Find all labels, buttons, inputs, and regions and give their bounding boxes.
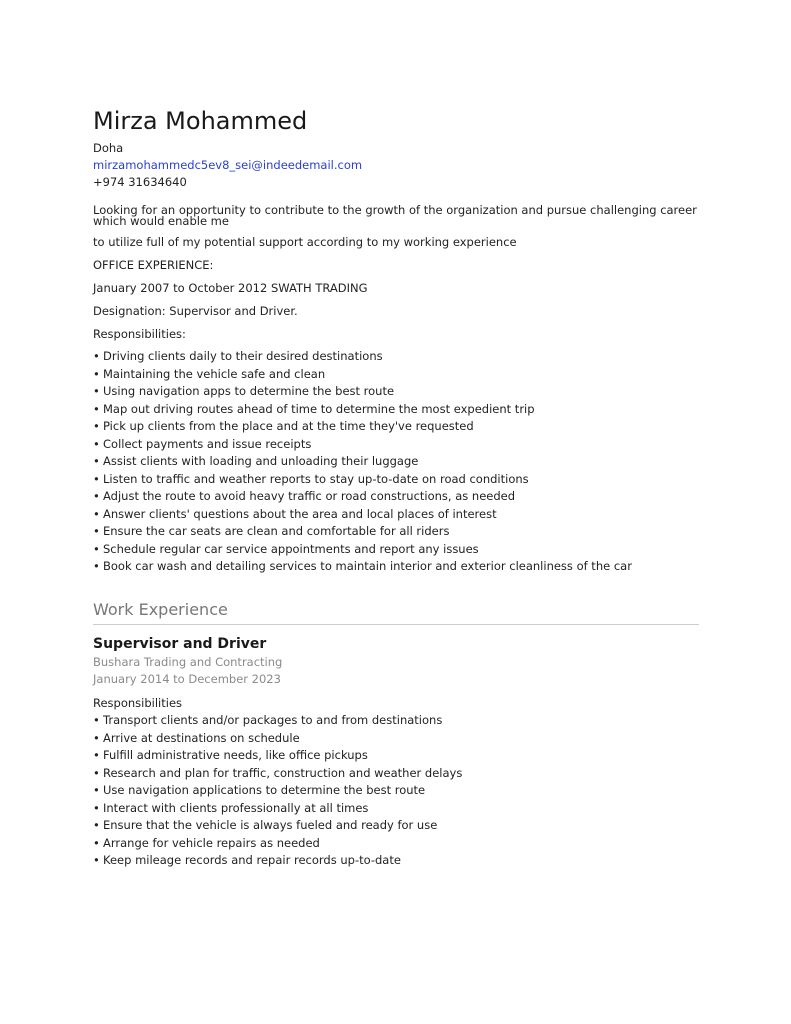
company-name: Bushara Trading and Contracting bbox=[93, 655, 283, 669]
list-item: • Ensure the car seats are clean and comfortable for all riders bbox=[93, 524, 450, 538]
list-item: • Pick up clients from the place and at the time they've requested bbox=[93, 419, 474, 433]
list-item: • Using navigation apps to determine the best route bbox=[93, 384, 395, 398]
email-link[interactable]: mirzamohammedc5ev8_sei@indeedemail.com bbox=[93, 158, 363, 172]
list-item: • Keep mileage records and repair records up-to-date bbox=[93, 853, 401, 867]
office-responsibilities-label: Responsibilities: bbox=[93, 327, 186, 341]
list-item: • Arrive at destinations on schedule bbox=[93, 730, 300, 745]
list-item: • Listen to traffic and weather reports to stay up-to-date on road conditions bbox=[93, 471, 529, 486]
job-title: Supervisor and Driver bbox=[93, 636, 267, 652]
list-item: • Arrange for vehicle repairs as needed bbox=[93, 835, 320, 850]
list-item: • Transport clients and/or packages to and from destinations bbox=[93, 713, 443, 727]
list-item: • Book car wash and detailing services to maintain interior and exterior cleanliness of the car bbox=[93, 559, 632, 573]
office-designation: Designation: Supervisor and Driver. bbox=[93, 304, 298, 318]
list-item: • Research and plan for traffic, construction and weather delays bbox=[93, 765, 463, 780]
list-item: • Collect payments and issue receipts bbox=[93, 436, 312, 451]
office-responsibilities-list bbox=[93, 348, 632, 576]
list-item: • Schedule regular car service appointments and report any issues bbox=[93, 541, 479, 556]
list-item: • Assist clients with loading and unloading their luggage bbox=[93, 454, 419, 468]
office-period: January 2007 to October 2012 SWATH TRADING bbox=[93, 281, 368, 295]
summary-line-2: to utilize full of my potential support according to my working experience bbox=[93, 235, 517, 249]
job-dates: January 2014 to December 2023 bbox=[93, 672, 281, 686]
list-item: • Ensure that the vehicle is always fueled and ready for use bbox=[93, 818, 438, 832]
list-item: • Maintaining the vehicle safe and clean bbox=[93, 366, 326, 381]
list-item: • Use navigation applications to determine the best route bbox=[93, 783, 426, 797]
work-experience-heading: Work Experience bbox=[93, 600, 228, 619]
list-item: • Interact with clients professionally at all times bbox=[93, 800, 369, 815]
work-responsibilities-list bbox=[93, 712, 462, 870]
list-item: • Driving clients daily to their desired destinations bbox=[93, 349, 383, 363]
list-item: • Answer clients' questions about the area and local places of interest bbox=[93, 506, 497, 521]
section-divider bbox=[93, 624, 699, 625]
list-item: • Adjust the route to avoid heavy traffic or road constructions, as needed bbox=[93, 489, 516, 503]
summary-line-1: Looking for an opportunity to contribute to the growth of the organization and pursue challenging career which would enable me bbox=[93, 203, 697, 228]
list-item: • Fulfill administrative needs, like office pickups bbox=[93, 748, 368, 762]
work-responsibilities-label: Responsibilities bbox=[93, 696, 183, 710]
list-item: • Map out driving routes ahead of time to determine the most expedient trip bbox=[93, 401, 535, 416]
candidate-name: Mirza Mohammed bbox=[93, 107, 308, 135]
location: Doha bbox=[93, 141, 124, 155]
phone: +974 31634640 bbox=[93, 175, 187, 189]
office-heading: OFFICE EXPERIENCE: bbox=[93, 258, 214, 272]
